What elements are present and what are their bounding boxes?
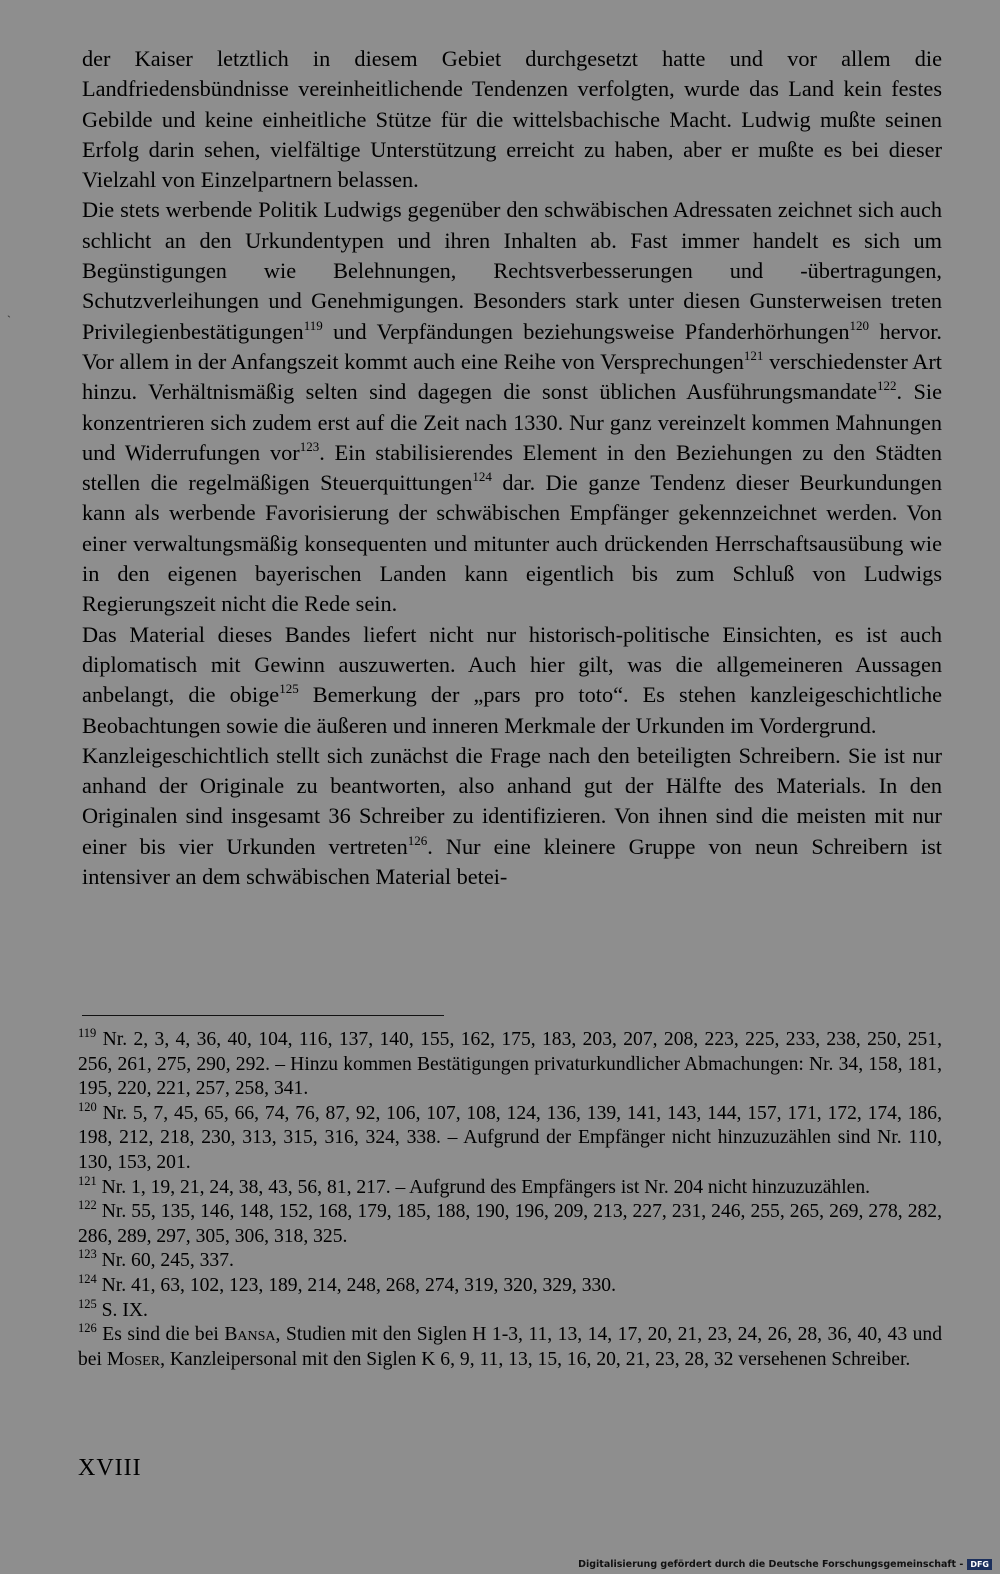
digitization-footer bbox=[578, 1559, 992, 1570]
footnote-124 bbox=[78, 1271, 942, 1299]
footnote-123 bbox=[78, 1249, 942, 1274]
footnote-125 bbox=[78, 1296, 942, 1324]
footnote-ref-122[interactable]: 122 bbox=[877, 378, 897, 394]
footnote-text: Nr. 41, 63, 102, 123, 189, 214, 248, 268, 274, 319, 320, 329, 330. bbox=[96, 1274, 616, 1296]
text-run: hervor. Vor allem in der Anfangszeit kommt auch eine Reihe von Versprechungen bbox=[82, 318, 942, 374]
footnote-number: 124 bbox=[78, 1271, 97, 1286]
text-run: . Nur eine kleinere Gruppe von neun Schreibern ist intensiver an dem schwäbischen Material betei- bbox=[82, 833, 942, 890]
footnote-ref-121[interactable]: 121 bbox=[743, 347, 764, 363]
footnote-number: 123 bbox=[78, 1247, 97, 1262]
text-run: verschiedenster Art hinzu. Verhältnismäßig selten sind dagegen die sonst üblichen Ausführungsmandate bbox=[82, 348, 943, 405]
footnote-text: Es sind die bei bbox=[96, 1324, 225, 1346]
footnote-126 bbox=[78, 1323, 942, 1372]
footer-text: Digitalisierung gefördert durch die Deutsche Forschungsgemeinschaft - bbox=[578, 1559, 964, 1570]
page-number: XVIII bbox=[78, 1455, 142, 1481]
text-run: Die stets werbende Politik Ludwigs gegenüber den schwäbischen Adressaten zeichnet sich auch schlicht an den Urkundentypen und ihren Inhalten ab. Fast immer handelt es sich um Begünstigungen wie Belehnungen, Rechtsverbesserungen und -übertragungen, Schutzverleihungen und Genehmigungen. Besonders stark unter diesen Gunsterweisen treten Privilegienbestätigungen bbox=[82, 197, 942, 344]
text-run: und Verpfändungen beziehungsweise Pfanderhörhungen bbox=[322, 318, 850, 344]
footnote-text: Nr. 55, 135, 146, 148, 152, 168, 179, 185, 188, 190, 196, 209, 213, 227, 231, 246, 255, 265, 269, 278, 282, 286, 289, 297, 305, 306, 318, 325. bbox=[78, 1201, 942, 1247]
author-name-moser: Moser bbox=[106, 1348, 161, 1370]
footnote-ref-119[interactable]: 119 bbox=[303, 317, 323, 333]
text-run: Das Material dieses Bandes liefert nicht nur historisch-politische Einsichten, es ist auch diplomatisch mit Gewinn auszuwerten. Auch hier gilt, was die allgemeineren Aussagen anbelangt, die obige bbox=[82, 621, 942, 708]
footnote-text: , Kanzleipersonal mit den Siglen K 6, 9, 11, 13, 15, 16, 20, 21, 23, 28, 32 versehenen Schreiber. bbox=[160, 1348, 911, 1370]
text-run: . Sie konzentrieren sich zudem erst auf die Zeit nach 1330. Nur ganz vereinzelt kommen Mahnungen und Widerrufungen vor bbox=[82, 379, 942, 465]
footnote-ref-126[interactable]: 126 bbox=[407, 832, 428, 848]
footnote-ref-125[interactable]: 125 bbox=[279, 681, 299, 697]
margin-mark: ` bbox=[7, 313, 11, 327]
footnote-number: 125 bbox=[78, 1296, 97, 1311]
footnote-text: , Studien mit den Siglen H 1-3, 11, 13, 14, 17, 20, 21, 23, 24, 26, 28, 36, 40, 43 und bei bbox=[78, 1324, 942, 1370]
footnote-ref-124[interactable]: 124 bbox=[472, 469, 492, 485]
footnote-119 bbox=[78, 1028, 942, 1102]
footnote-text: Nr. 5, 7, 45, 65, 66, 74, 76, 87, 92, 106, 107, 108, 124, 136, 139, 141, 143, 144, 157, 171, 172, 174, 186, 198, 212, 218, 230, 313, 315, 316, 324, 338. – Aufgrund der Empfänger nicht hinzuzuzählen sind Nr. 110, 130, 153, 201. bbox=[78, 1102, 942, 1173]
footnote-number: 126 bbox=[78, 1321, 97, 1336]
text-run: Kanzleigeschichtlich stellt sich zunächst die Frage nach den beteiligten Schreibern. Sie ist nur anhand der Originale zu beantworten, also anhand gut der Hälfte des Materials. In den Originalen sind insgesamt 36 Schreiber zu identifizieren. Von ihnen sind die meisten mit nur einer bis vier Urkunden vertreten bbox=[82, 742, 942, 859]
footnote-number: 122 bbox=[78, 1198, 97, 1213]
footnote-divider bbox=[82, 1015, 444, 1016]
dfg-logo-icon: DFG bbox=[967, 1559, 992, 1570]
footnote-text: S. IX. bbox=[96, 1299, 148, 1321]
footnote-text: Nr. 60, 245, 337. bbox=[96, 1250, 234, 1272]
paragraph-1: der Kaiser letztlich in diesem Gebiet durchgesetzt hatte und vor allem die Landfriedensbündnisse vereinheitlichende Tendenzen verfolgten, wurde das Land kein festes Gebilde und keine einheitliche Stütze für die wittelsbachische Macht. Ludwig mußte seinen Erfolg darin sehen, vielfältige Unterstützung erreicht zu haben, aber er mußte es bei dieser Vielzahl von Einzelpartnern belassen. bbox=[82, 46, 942, 193]
text-run: . Ein stabilisierendes Element in den Beziehungen zu den Städten stellen die regelmäßigen Steuerquittungen bbox=[82, 439, 943, 496]
main-text bbox=[82, 44, 942, 892]
author-name-bansa: Bansa bbox=[224, 1324, 276, 1346]
footnote-number: 121 bbox=[78, 1173, 97, 1188]
paragraph-2 bbox=[82, 195, 942, 619]
footnote-text: Nr. 2, 3, 4, 36, 40, 104, 116, 137, 140, 155, 162, 175, 183, 203, 207, 208, 223, 225, 233, 238, 250, 251, 256, 261, 275, 290, 292. – Hinzu kommen Bestätigungen privaturkundlicher Abmachungen: Nr. 34, 158, 181, 195, 220, 221, 257, 258, 341. bbox=[78, 1029, 942, 1100]
footnotes bbox=[78, 1028, 942, 1372]
footnote-122 bbox=[78, 1200, 942, 1249]
footnote-number: 120 bbox=[78, 1099, 97, 1114]
paragraph-4 bbox=[82, 741, 942, 892]
footnote-120 bbox=[78, 1099, 942, 1176]
footnote-ref-120[interactable]: 120 bbox=[849, 317, 870, 333]
text-run: dar. Die ganze Tendenz dieser Beurkundungen kann als werbende Favorisierung der schwäbischen Empfänger gekennzeichnet werden. Von einer verwaltungsmäßig konsequenten und mitunter auch drückenden Herrschaftsausübung wie in den eigenen bayerischen Landen kann eigentlich bis zum Schluß von Ludwigs Regierungszeit nicht die Rede sein. bbox=[82, 470, 942, 617]
footnote-number: 119 bbox=[78, 1026, 97, 1040]
footnote-text: Nr. 1, 19, 21, 24, 38, 43, 56, 81, 217. – Aufgrund des Empfängers ist Nr. 204 nicht hinzuzuzählen. bbox=[96, 1176, 871, 1198]
paragraph-3 bbox=[82, 620, 942, 741]
footnote-121 bbox=[78, 1173, 942, 1201]
text-run: Bemerkung der „pars pro toto“. Es stehen kanzleigeschichtliche Beobachtungen sowie die äußeren und inneren Merkmale der Urkunden im Vordergrund. bbox=[82, 682, 942, 738]
footnote-ref-123[interactable]: 123 bbox=[299, 438, 320, 454]
